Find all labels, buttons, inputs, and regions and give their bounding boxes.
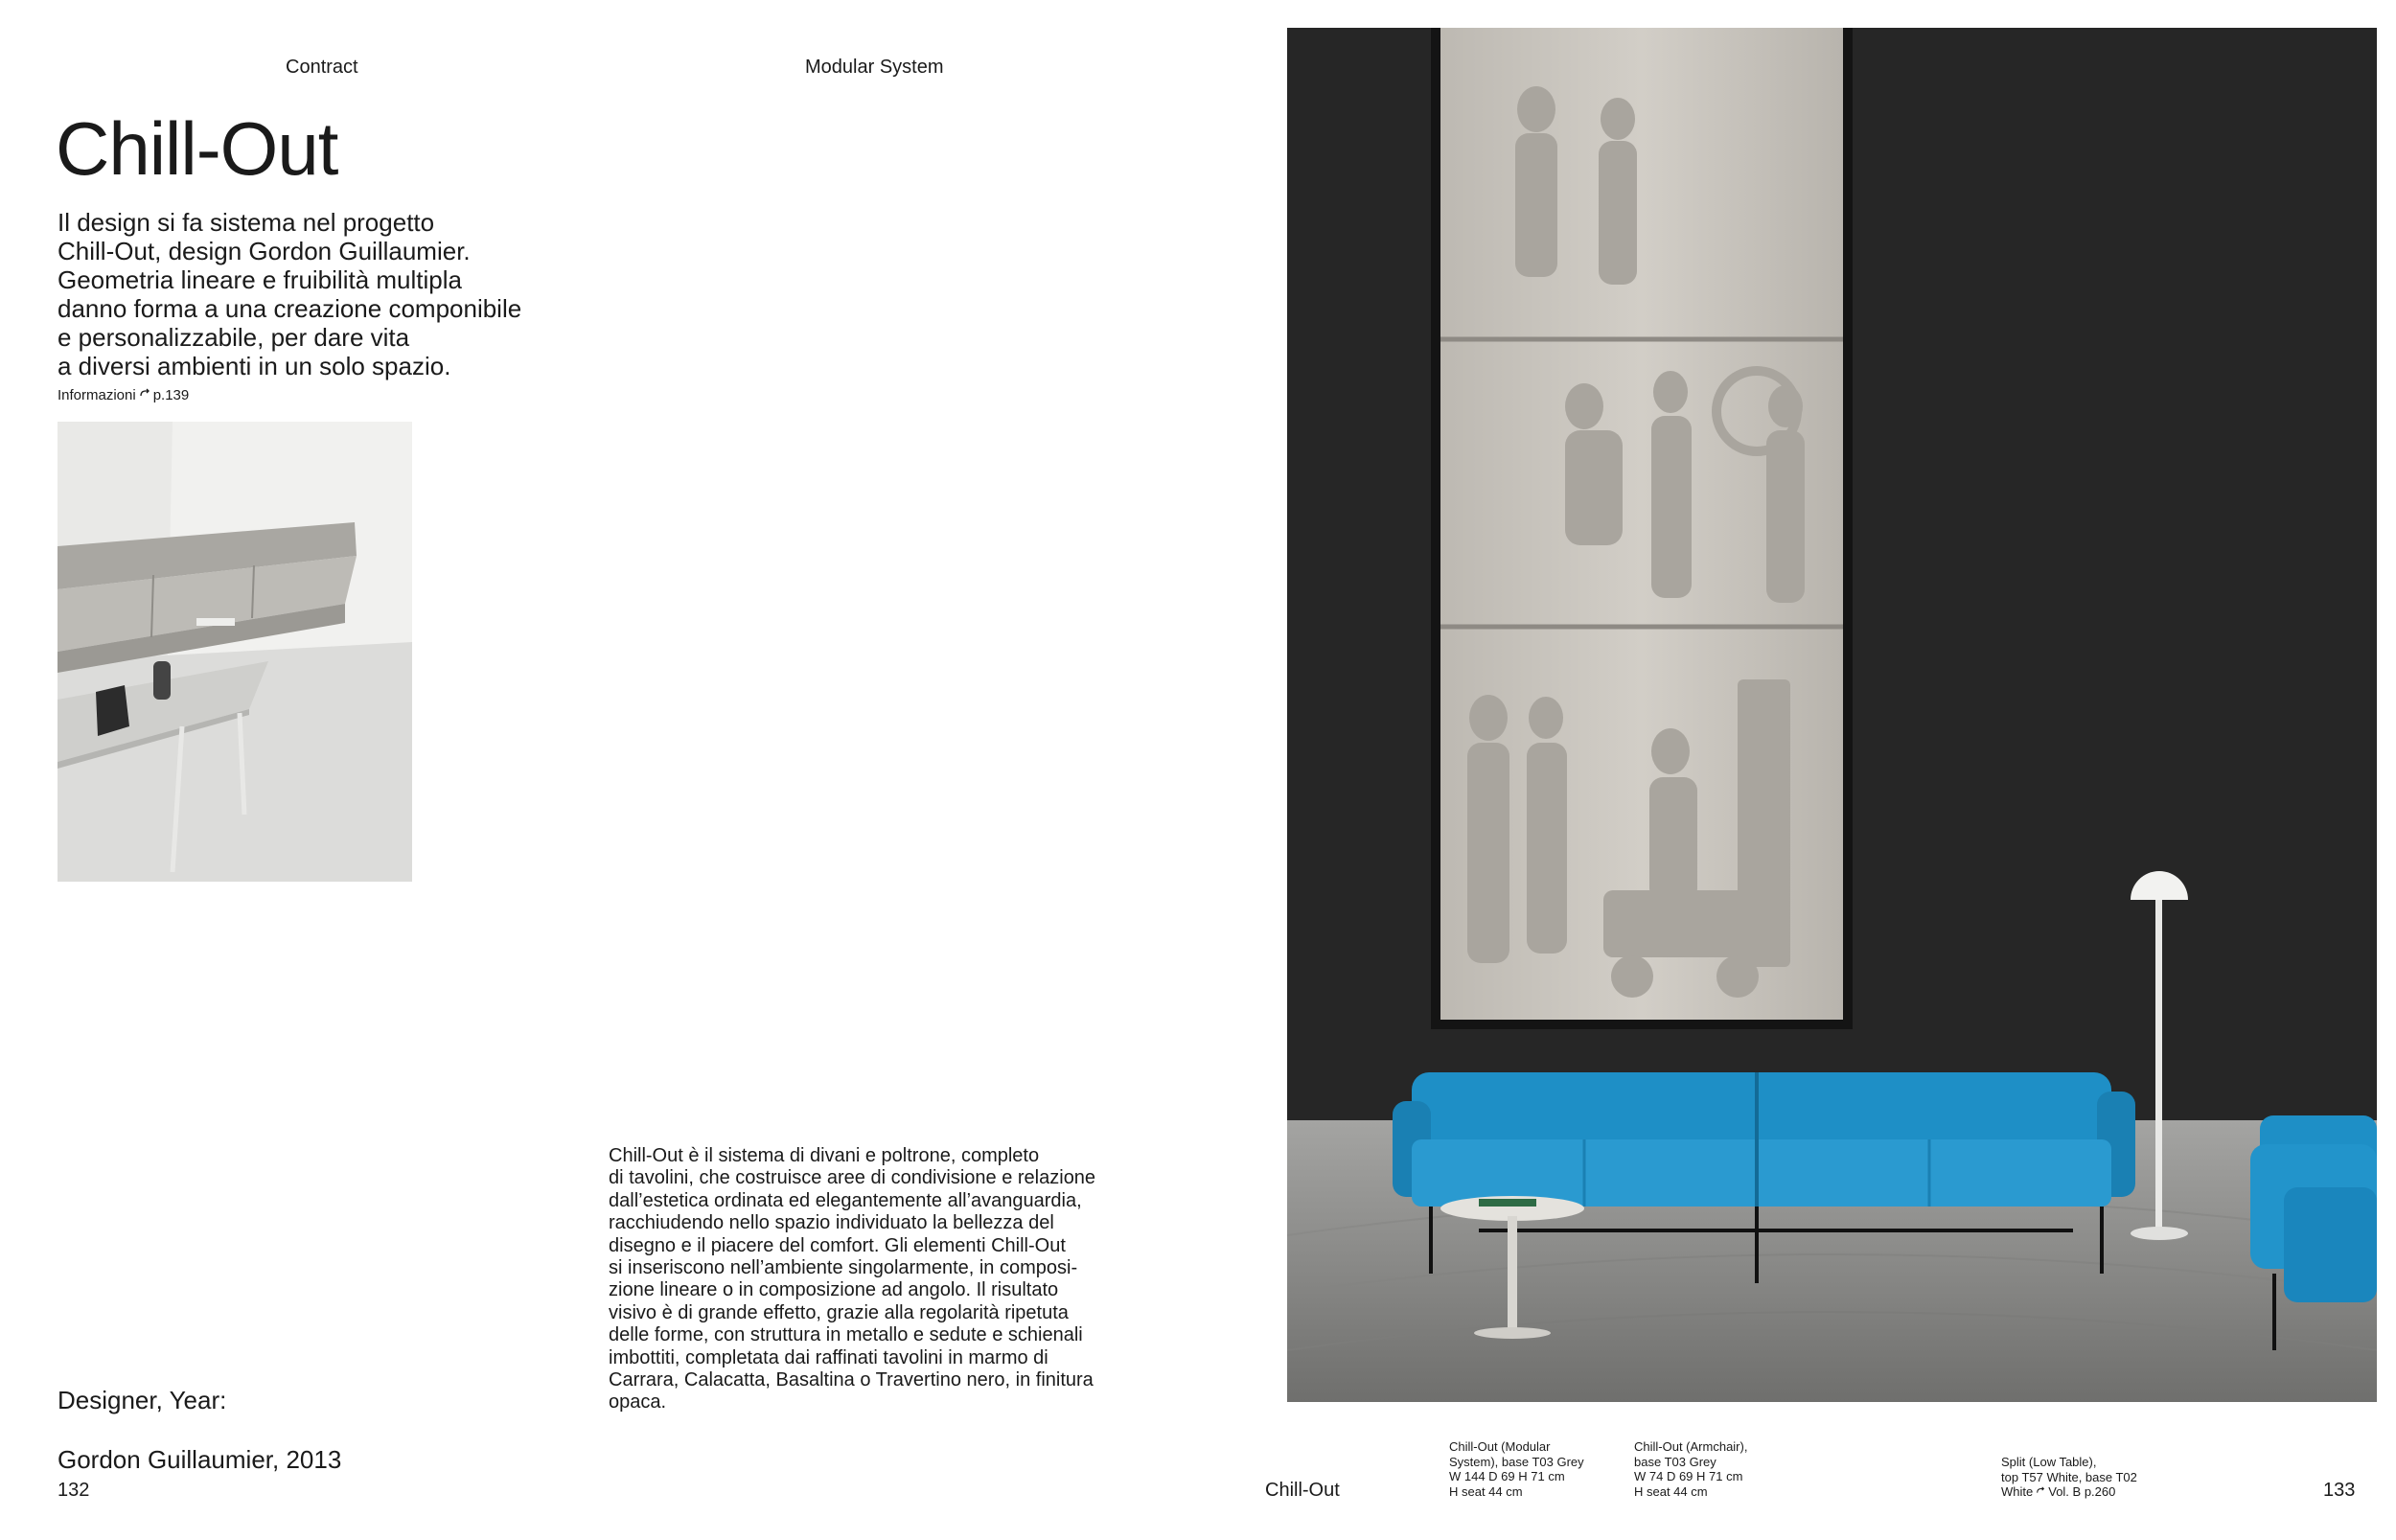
page-number-left: 132 [58, 1480, 90, 1501]
body-paragraph: Chill-Out è il sistema di divani e poltrone, completo di tavolini, che costruisce aree di condivisione e relazione dall’estetica ordinata ed elegantemente all’avanguardia, racchiudendo nello spazio individuato la bellezza del disegno e il piacere del comfort. Gli elementi Chill-Out si inseriscono nell’ambiente singolarmente, in composi- zione lineare o in composizione ad angolo. Il risultato visivo è di grande effetto, grazie alla regolarità ripetuta delle forme, con struttura in metallo e sedute e schienali imbottiti, completata dai raffinati tavolini in marmo di Carrara, Calacatta, Basaltina o Travertino nero, in finitura opaca. [609, 1145, 1096, 1414]
inset-photo-sofa [58, 422, 412, 882]
caption-split-low-table [2001, 1455, 2193, 1500]
caption-modular-system: Chill-Out (Modular System), base T03 Grey W 144 D 69 H 71 cm H seat 44 cm [1449, 1439, 1584, 1499]
caption-split-line3-prefix: White [2001, 1484, 2034, 1500]
designer-credit [58, 1356, 341, 1505]
page-title: Chill-Out [56, 106, 338, 191]
lead-paragraph: Il design si fa sistema nel progetto Chill-Out, design Gordon Guillaumier. Geometria lineare e fruibilità multipla danno forma a una creazione componibile e personalizzabile, per dare vita a diversi ambienti in un solo spazio. [58, 208, 522, 380]
page-number-right: 133 [2323, 1480, 2356, 1501]
caption-split-line3[interactable] [2001, 1484, 2193, 1500]
designer-label: Designer, Year: [58, 1386, 227, 1414]
info-page-ref: p.139 [152, 387, 190, 403]
caption-split-line1: Split (Low Table), [2001, 1455, 2097, 1469]
caption-armchair: Chill-Out (Armchair), base T03 Grey W 74 D 69 H 71 cm H seat 44 cm [1634, 1439, 1748, 1499]
arrow-icon [2036, 1484, 2045, 1500]
info-reference[interactable] [58, 386, 189, 404]
section-header-contract: Contract [286, 57, 358, 78]
section-header-modular-system: Modular System [805, 57, 944, 78]
footer-title: Chill-Out [1265, 1480, 1340, 1501]
arrow-icon [139, 386, 150, 404]
caption-split-ref: Vol. B p.260 [2048, 1484, 2116, 1500]
info-label: Informazioni [58, 387, 136, 403]
main-photo-lobby [1287, 28, 2377, 1402]
caption-split-line2: top T57 White, base T02 [2001, 1469, 2137, 1484]
designer-value: Gordon Guillaumier, 2013 [58, 1445, 342, 1474]
